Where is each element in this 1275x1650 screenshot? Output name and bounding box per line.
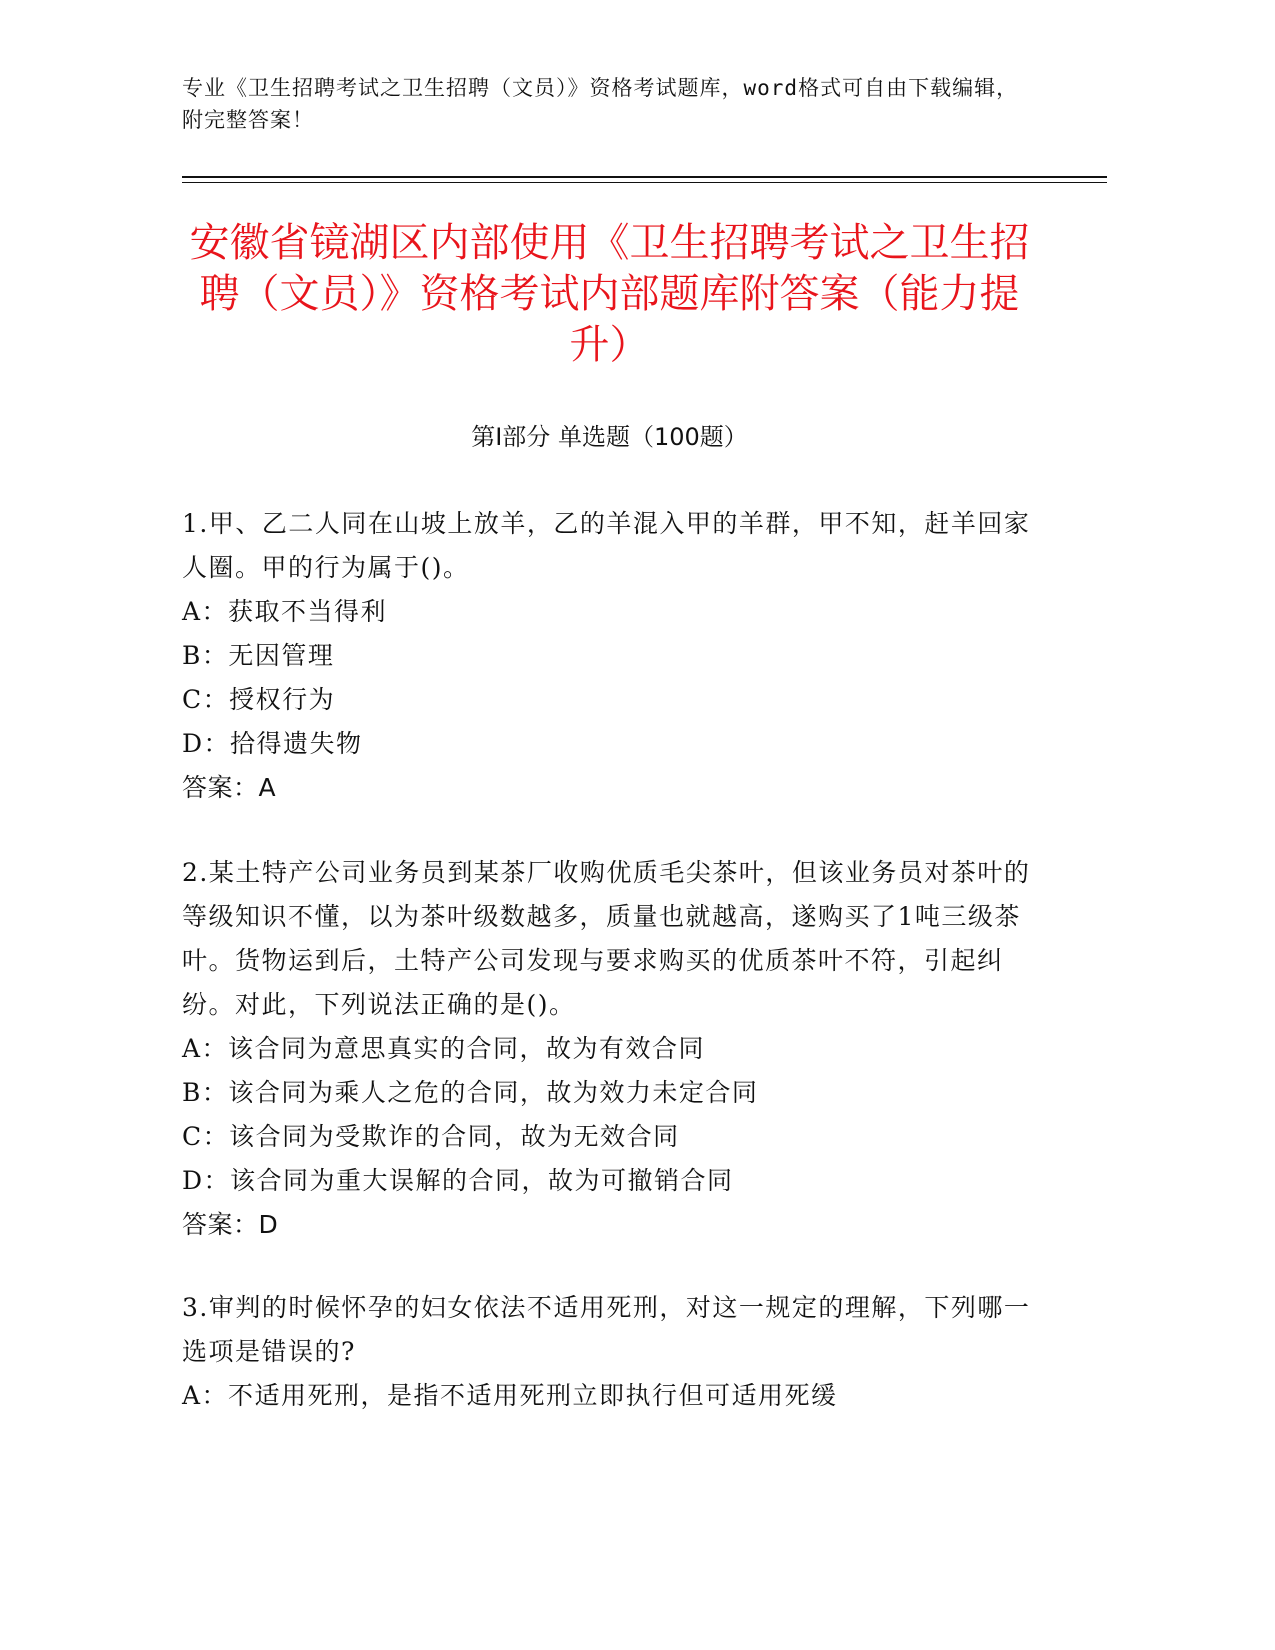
- option-d: D：拾得遗失物: [182, 729, 363, 758]
- option-b: B：该合同为乘人之危的合同，故为效力未定合同: [182, 1078, 759, 1107]
- header-note: 专业《卫生招聘考试之卫生招聘（文员）》资格考试题库，word格式可自由下载编辑，附完整答案！: [182, 76, 1019, 132]
- document-title: 安徽省镜湖区内部使用《卫生招聘考试之卫生招聘（文员）》资格考试内部题库附答案（能力提升）: [189, 220, 1030, 368]
- question-stem: 2.某土特产公司业务员到某茶厂收购优质毛尖茶叶，但该业务员对茶叶的等级知识不懂，以为茶叶级数越多，质量也就越高，遂购买了1吨三级茶叶。货物运到后，土特产公司发现与要求购买的优质茶叶不符，引起纠纷。对此，下列说法正确的是()。: [182, 858, 1031, 1019]
- answer-text: 答案：D: [182, 1210, 279, 1239]
- header-divider-thick: [182, 176, 1107, 178]
- answer-text: 答案：A: [182, 773, 277, 802]
- question-stem: 1.甲、乙二人同在山坡上放羊，乙的羊混入甲的羊群，甲不知，赶羊回家人圈。甲的行为属于()。: [182, 509, 1031, 582]
- question-stem: 3.审判的时候怀孕的妇女依法不适用死刑，对这一规定的理解，下列哪一选项是错误的?: [182, 1293, 1031, 1366]
- option-a: A：获取不当得利: [182, 597, 388, 626]
- section-heading: 第Ⅰ部分 单选题（100题）: [471, 423, 748, 451]
- option-a: A：该合同为意思真实的合同，故为有效合同: [182, 1034, 706, 1063]
- header-divider-thin: [182, 182, 1107, 183]
- question-3: [182, 1286, 1032, 1418]
- question-1: [182, 502, 1032, 810]
- option-c: C：该合同为受欺诈的合同，故为无效合同: [182, 1122, 680, 1151]
- question-2: [182, 851, 1032, 1247]
- option-c: C：授权行为: [182, 685, 336, 714]
- option-d: D：该合同为重大误解的合同，故为可撤销合同: [182, 1166, 734, 1195]
- option-b: B：无因管理: [182, 641, 335, 670]
- option-a: A：不适用死刑，是指不适用死刑立即执行但可适用死缓: [182, 1381, 838, 1410]
